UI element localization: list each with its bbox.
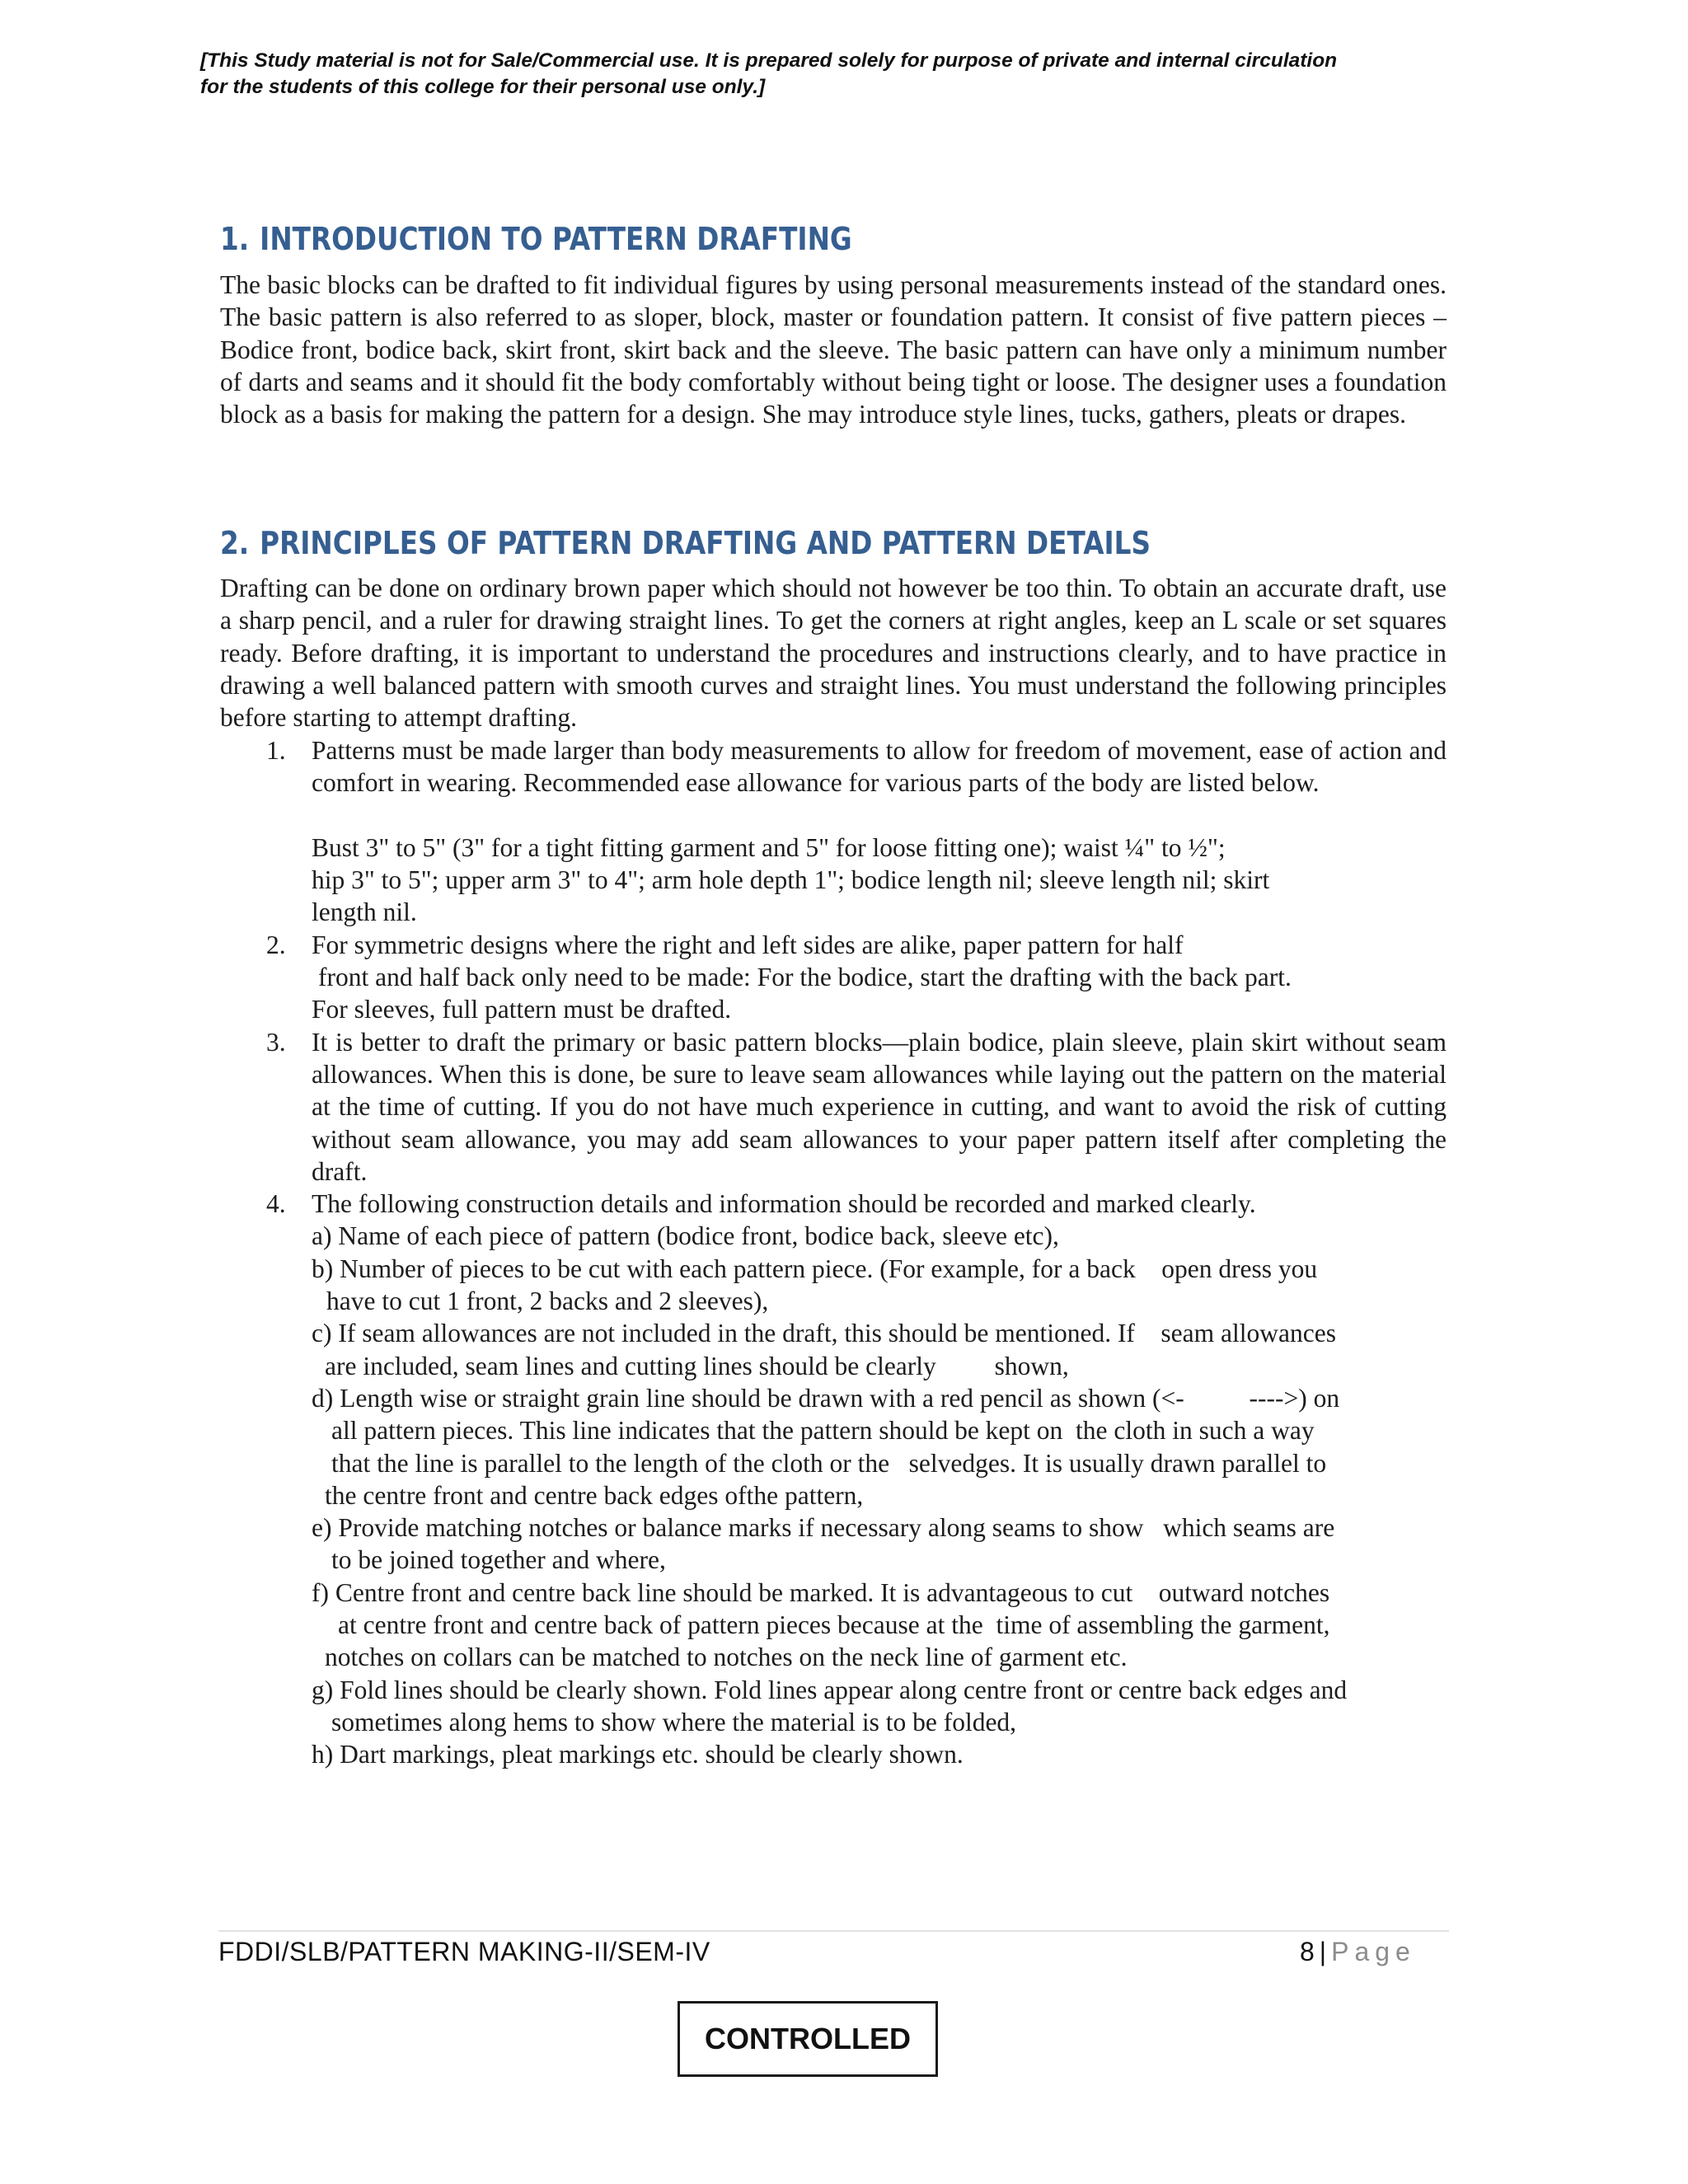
list-item-3-number: 3.: [266, 1027, 286, 1057]
page-separator: |: [1319, 1937, 1327, 1966]
detail-f-line-1: f) Centre front and centre back line should be marked. It is advantageous to cut outward notches: [312, 1577, 1330, 1607]
list-item-4-number: 4.: [266, 1189, 286, 1219]
principles-list: [266, 734, 1447, 1771]
section-2-heading: [220, 525, 1151, 561]
footer-divider: [218, 1930, 1449, 1932]
section-2-number: 2.: [220, 525, 250, 561]
section-1-title: INTRODUCTION TO PATTERN DRAFTING: [260, 221, 852, 257]
page-label: Page: [1331, 1937, 1416, 1966]
list-item-1-text: Patterns must be made larger than body measurements to allow for freedom of movement, ease of action and comfort in wearing. Recommended ease allowance for various parts of the body are listed below.: [312, 736, 1447, 798]
detail-a-line-1: a) Name of each piece of pattern (bodice front, bodice back, sleeve etc),: [312, 1221, 1059, 1251]
detail-g-line-2: sometimes along hems to show where the material is to be folded,: [331, 1707, 1017, 1736]
detail-g-line-1: g) Fold lines should be clearly shown. Fold lines appear along centre front or centre back edges and: [312, 1675, 1348, 1704]
list-item-1: [266, 734, 1447, 929]
list-item-4: [266, 1188, 1447, 1770]
detail-h-line-1: h) Dart markings, pleat markings etc. should be clearly shown.: [312, 1740, 964, 1769]
disclaimer-line-2: for the students of this college for their personal use only.]: [200, 76, 766, 98]
list-item-2-number: 2.: [266, 930, 286, 959]
ease-allowance-line-2: hip 3" to 5"; upper arm 3" to 4"; arm hole depth 1"; bodice length nil; sleeve length nil; skirt: [312, 865, 1270, 895]
detail-c-line-1: c) If seam allowances are not included in the draft, this should be mentioned. If seam allowances: [312, 1319, 1336, 1348]
list-item-2-line-2: front and half back only need to be made: For the bodice, start the drafting with the back part.: [318, 963, 1292, 992]
detail-c-line-2: are included, seam lines and cutting lines should be clearly shown,: [325, 1351, 1069, 1380]
section-2-paragraph: Drafting can be done on ordinary brown paper which should not however be too thin. To obtain an accurate draft, use a sharp pencil, and a ruler for drawing straight lines. To get the corners at right angles, keep an L scale or set squares ready. Before drafting, it is important to understand the procedures and instructions clearly, and to have practice in drawing a well balanced pattern with smooth curves and straight lines. You must understand the following principles before starting to attempt drafting.: [220, 574, 1447, 733]
page-number: 8: [1300, 1937, 1315, 1966]
detail-d-line-3: that the line is parallel to the length of the cloth or the selvedges. It is usually drawn parallel to: [331, 1448, 1327, 1478]
list-item-3-text: It is better to draft the primary or basic pattern blocks—plain bodice, plain sleeve, plain skirt without seam allowances. When this is done, be sure to leave seam allowances while laying out the pattern on the material at the time of cutting. If you do not have much experience in cutting, and want to avoid the risk of cutting without seam allowance, you may add seam allowances to your paper pattern itself after completing the draft.: [312, 1027, 1447, 1186]
detail-f-line-3: notches on collars can be matched to notches on the neck line of garment etc.: [325, 1643, 1128, 1672]
ease-allowance-line-3: length nil.: [312, 898, 417, 927]
list-item-2: [266, 929, 1447, 1026]
detail-e-line-1: e) Provide matching notches or balance marks if necessary along seams to show which seams are: [312, 1513, 1335, 1543]
detail-d-line-2: all pattern pieces. This line indicates that the pattern should be kept on the cloth in such a way: [331, 1416, 1315, 1446]
detail-b-line-2: have to cut 1 front, 2 backs and 2 sleeves),: [326, 1286, 769, 1316]
detail-d-line-1: d) Length wise or straight grain line should be drawn with a red pencil as shown (<- ---->) on: [312, 1383, 1340, 1413]
controlled-stamp: CONTROLLED: [678, 2001, 938, 2077]
disclaimer-header: [200, 48, 1486, 101]
section-2-body: [220, 572, 1447, 733]
section-1-body: [220, 269, 1447, 430]
detail-b-line-1: b) Number of pieces to be cut with each pattern piece. (For example, for a back open dress you: [312, 1254, 1318, 1283]
detail-d-line-4: the centre front and centre back edges ofthe pattern,: [325, 1480, 864, 1510]
disclaimer-line-1: [This Study material is not for Sale/Commercial use. It is prepared solely for purpose of private and internal circulation: [200, 49, 1338, 72]
detail-f-line-2: at centre front and centre back of pattern pieces because at the time of assembling the garment,: [338, 1610, 1330, 1640]
list-item-1-number: 1.: [266, 736, 286, 765]
list-item-2-line-1: For symmetric designs where the right and left sides are alike, paper pattern for half: [312, 930, 1184, 959]
section-1-paragraph: The basic blocks can be drafted to fit individual figures by using personal measurements instead of the standard ones. The basic pattern is also referred to as sloper, block, master or foundation pattern. It consist of five pattern pieces – Bodice front, bodice back, skirt front, skirt back and the sleeve. The basic pattern can have only a minimum number of darts and seams and it should fit the body comfortably without being tight or loose. The designer uses a foundation block as a basis for making the pattern for a design. She may introduce style lines, tucks, gathers, pleats or drapes.: [220, 270, 1447, 429]
section-1-heading: [220, 221, 852, 257]
list-item-2-line-3: For sleeves, full pattern must be drafted.: [312, 995, 732, 1024]
ease-allowance-line-1: Bust 3" to 5" (3" for a tight fitting garment and 5" for loose fitting one); waist ¼" to ½";: [312, 832, 1226, 862]
footer-page-indicator: [1300, 1937, 1416, 1967]
list-item-4-intro: The following construction details and information should be recorded and marked clearly.: [312, 1189, 1256, 1219]
list-item-3: [266, 1026, 1447, 1188]
section-1-number: 1.: [220, 221, 250, 257]
section-2-title: PRINCIPLES OF PATTERN DRAFTING AND PATTERN DETAILS: [260, 525, 1151, 561]
footer-course-code: FDDI/SLB/PATTERN MAKING-II/SEM-IV: [218, 1937, 710, 1966]
detail-e-line-2: to be joined together and where,: [331, 1545, 666, 1575]
